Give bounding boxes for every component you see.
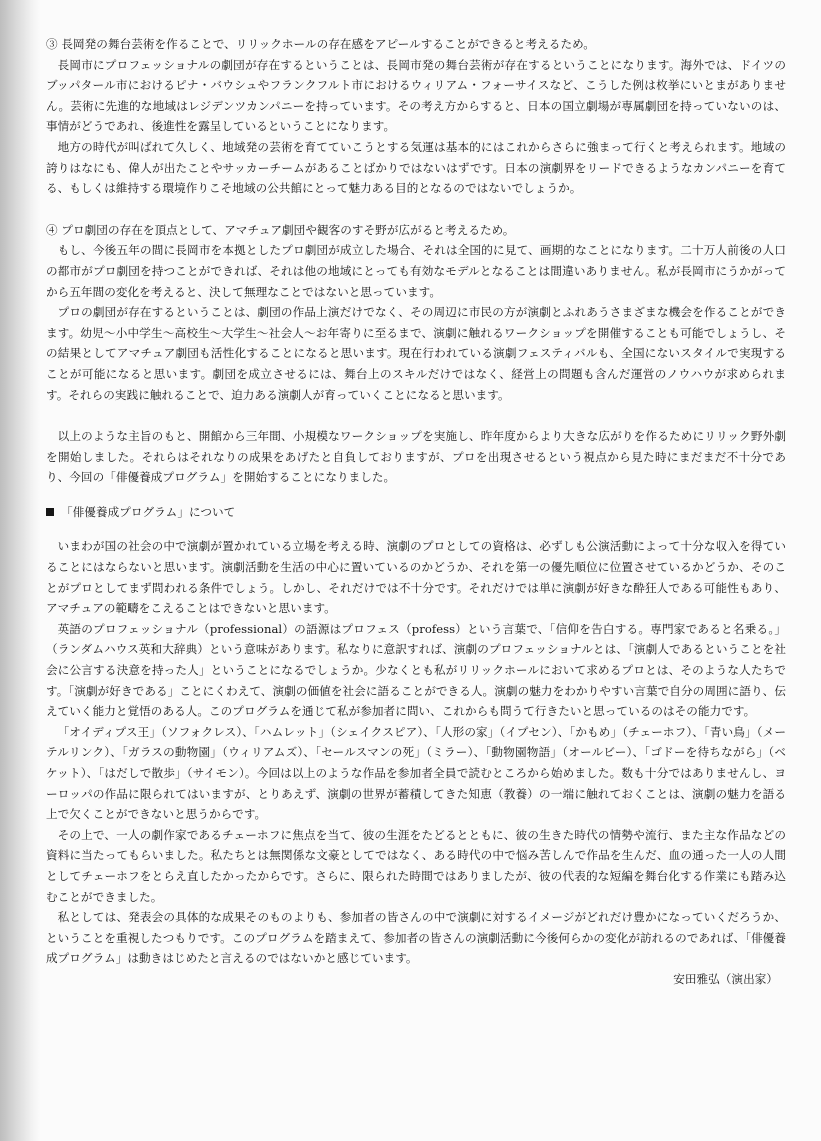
- binding-shadow: [0, 0, 40, 1141]
- program-section-title: [46, 502, 786, 523]
- section-4-paragraph: もし、今後五年の間に長岡市を本拠としたプロ劇団が成立した場合、それは全国的に見て、画期的なことになります。二十万人前後の人口の都市がプロ劇団を持つことができれば、それは他の地域にとっても有効なモデルとなることは間違いありません。私が長岡市にうかがってから五年間の変化を考えると、決して無理なことではないと思っています。: [46, 243, 786, 299]
- section-3-paragraph: 地方の時代が叫ばれて久しく、地域発の芸術を育てていこうとする気運は基本的にはこれからさらに強まって行くと考えられます。地域の誇りはなにも、偉人が出たことやサッカーチームがあることばかりではないはずです。日本の演劇界をリードできるようなカンパニーを育てる、もしくは維持する環境作りこそ地域の公共館にとって魅力ある目的となるのではないでしょうか。: [46, 139, 786, 196]
- document-body: [46, 34, 786, 990]
- black-square-icon: [46, 508, 54, 516]
- program-paragraph: いまわが国の社会の中で演劇が置かれている立場を考える時、演劇のプロとしての資格は、必ずしも公演活動によって十分な収入を得ていることにはならないと思います。演劇活動を生活の中心に置いているのかどうか、それを第一の優先順位に位置させているかどうか、そのことがプロとしてまず問われる条件でしょう。しかし、それだけでは不十分です。それだけでは単に演劇が好きな酔狂人である可能性もあり、アマチュアの範疇をこえることはできないと思います。: [46, 539, 786, 616]
- program-section-title-text: 「俳優養成プログラム」について: [61, 504, 236, 519]
- spacer: [46, 199, 786, 220]
- program-paragraph: 英語のプロフェッショナル（professional）の語源はプロフェス（profess）という言葉で、「信仰を告白する。専門家であると名乗る。」（ランダムハウス英和大辞典）という意味があります。私なりに意訳すれば、演劇のプロフェッショナルとは、「演劇人であるということを社会に公言する決意を持った人」ということになるでしょうか。少なくとも私がリリックホールにおいて求めるプロとは、そのような人たちです。「演劇が好きである」ことにくわえて、演劇の価値を社会に語ることができる人。演劇の魅力をわかりやすい言葉で自分の周囲に語り、伝えていく能力と覚悟のある人。このプログラムを通じて私が参加者に問い、これからも問うて行きたいと思っているのはその能力です。: [46, 621, 786, 719]
- section-3-heading: ③ 長岡発の舞台芸術を作ることで、リリックホールの存在感をアピールすることができると考えるため。: [46, 37, 595, 51]
- summary-paragraph: 以上のような主旨のもと、開館から三年間、小規模なワークショップを実施し、昨年度からより大きな広がりを作るためにリリック野外劇を開始しました。それらはそれなりの成果をあげたと自負しておりますが、プロを出現させるという視点から見た時にまだまだ不十分であり、今回の「俳優養成プログラム」を開始することになりました。: [46, 429, 786, 485]
- program-paragraph: 「オイディプス王」（ソフォクレス）、「ハムレット」（シェイクスピア）、「人形の家」（イプセン）、「かもめ」（チェーホフ）、「青い鳥」（メーテルリンク）、「ガラスの動物園」（ウィリアムズ）、「セールスマンの死」（ミラー）、「動物園物語」（オールビー）、「ゴドーを待ちながら」（ベケット）、「はだしで散歩」（サイモン）。今回は以上のような作品を参加者全員で読むところから始めました。数も十分ではありませんし、ヨーロッパの作品に限られてはいますが、とりあえず、演劇の世界が蓄積してきた知恵（教養）の一端に触れておくことは、演劇の魅力を語る上で欠くことができないと思うからです。: [46, 724, 786, 822]
- section-4-heading: ④ プロ劇団の存在を頂点として、アマチュア劇団や観客のすそ野が広がると考えるため。: [46, 222, 515, 237]
- program-paragraph: その上で、一人の劇作家であるチェーホフに焦点を当て、彼の生涯をたどるとともに、彼の生きた時代の情勢や流行、また主な作品などの資料に当たってもらいました。私たちとは無関係な文豪としてではなく、ある時代の中で悩み苦しんで作品を生んだ、血の通った一人の人間としてチェーホフをとらえ直したかったからです。さらに、限られた時間ではありましたが、彼の代表的な短編を舞台化する作業にも踏み込むことができました。: [46, 827, 786, 904]
- author-signature: 安田雅弘（演出家）: [673, 971, 778, 986]
- spacer: [46, 488, 786, 502]
- spacer: [46, 405, 786, 426]
- spacer: [46, 522, 786, 536]
- section-3-paragraph: 長岡市にプロフェッショナルの劇団が存在するということは、長岡市発の舞台芸術が存在するということになります。海外では、ドイツのブッパタール市におけるピナ・バウシュやフランクフルト市におけるウィリアム・フォーサイスなど、こうした例は枚挙にいとまがありません。芸術に先進的な地域はレジデンツカンパニーを持っています。その考え方からすると、日本の国立劇場が専属劇団を持っていないのは、事情がどうであれ、後進性を露呈しているということになります。: [46, 57, 786, 134]
- section-4-paragraph: プロの劇団が存在するということは、劇団の作品上演だけでなく、その周辺に市民の方が演劇とふれあうさまざまな機会を作ることができます。幼児～小中学生～高校生～大学生～社会人～お年寄りに至るまで、演劇に触れるワークショップを開催することも可能でしょうし、その結果としてアマチュア劇団も活性化することになると思います。現在行われている演劇フェスティバルも、全国にないスタイルで実現することが可能になると思います。劇団を成立させるには、舞台上のスキルだけではなく、経営上の問題も含んだ運営のノウハウが求められます。それらの実践に触れることで、迫力ある演劇人が育っていくことになると思います。: [46, 305, 786, 402]
- program-paragraph: 私としては、発表会の具体的な成果そのものよりも、参加者の皆さんの中で演劇に対するイメージがどれだけ豊かになっていくだろうか、ということを重視したつもりです。このプログラムを踏まえて、参加者の皆さんの演劇活動に今後何らかの変化が訪れるのであれば、「俳優養成プログラム」は動きはじめたと言えるのではないかと感じています。: [46, 910, 786, 966]
